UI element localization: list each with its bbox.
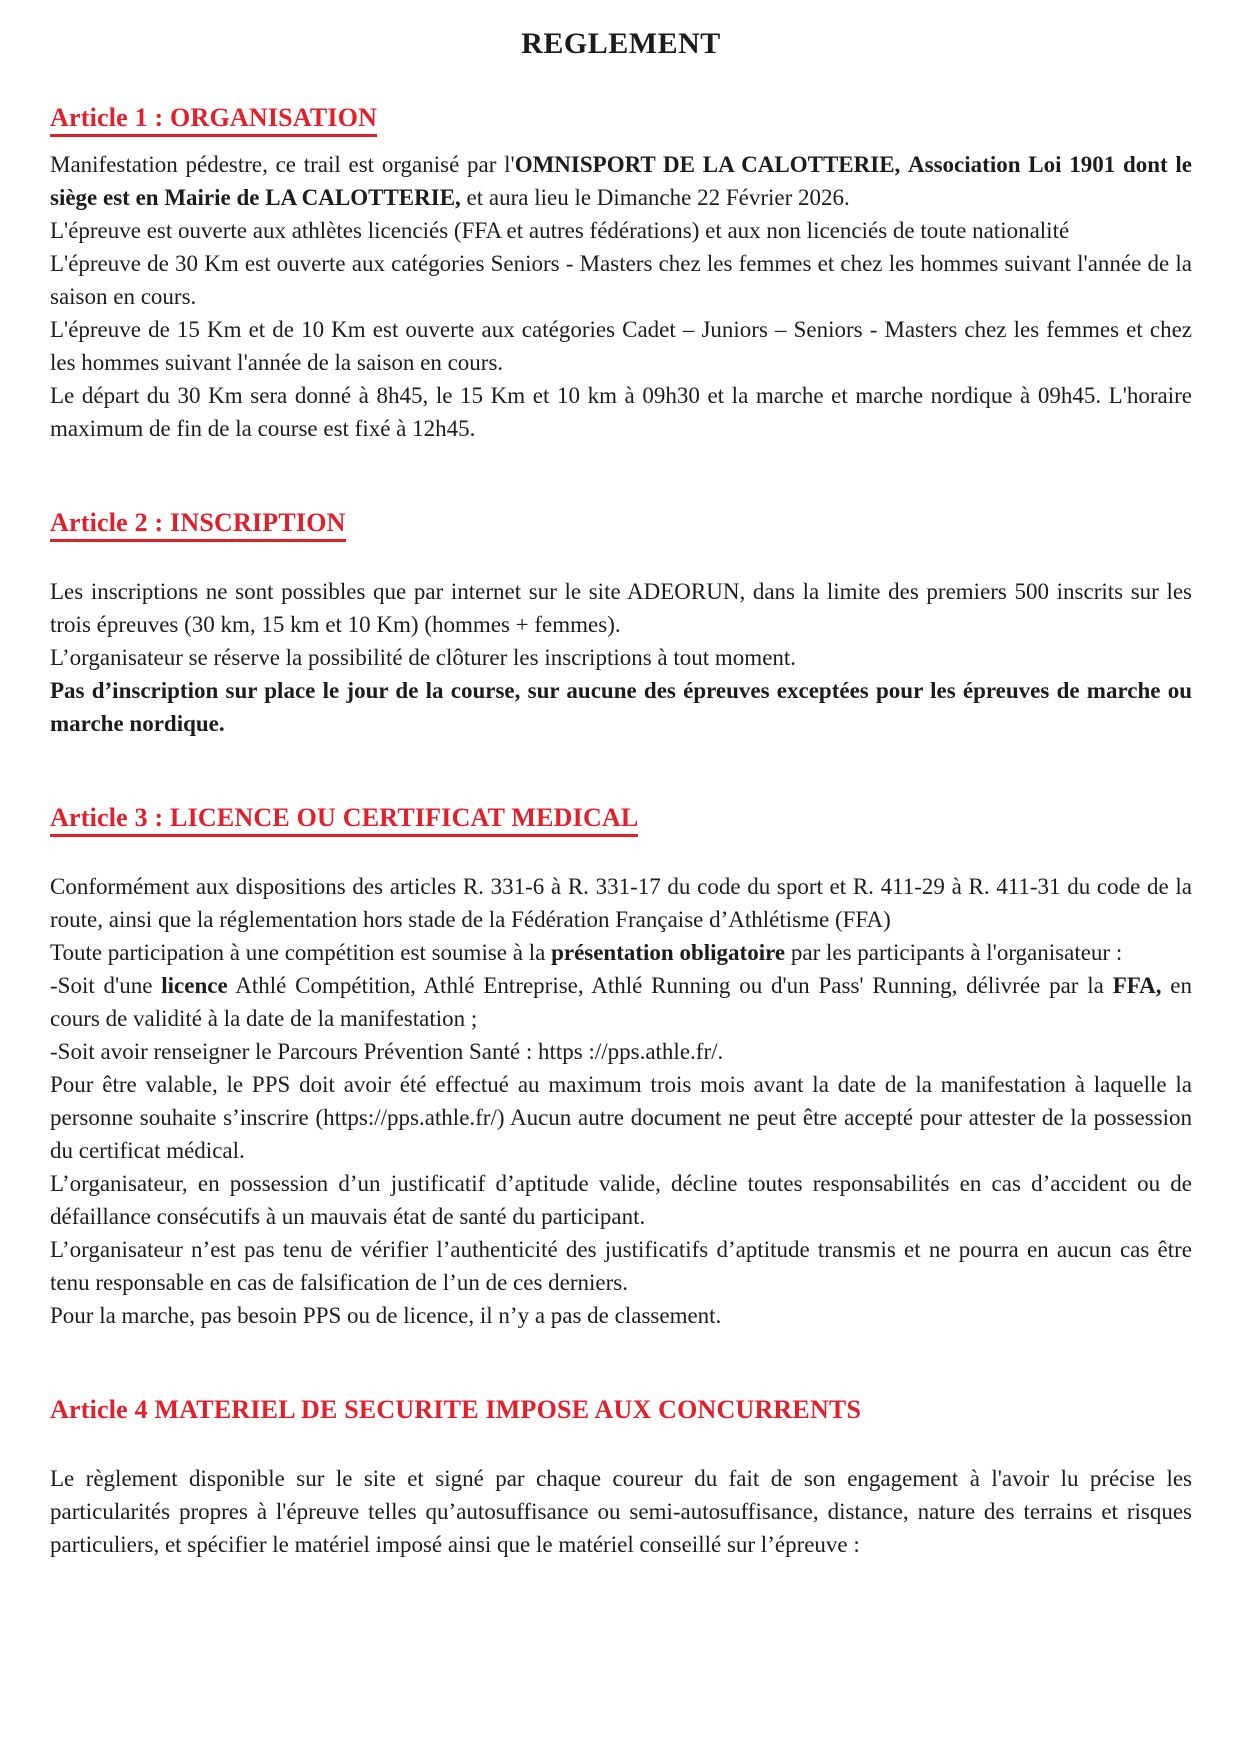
page-title: REGLEMENT xyxy=(521,27,721,60)
paragraph: Pour la marche, pas besoin PPS ou de licence, il n’y a pas de classement. xyxy=(50,1303,722,1328)
paragraph: L'épreuve de 30 Km est ouverte aux catégories Seniors - Masters chez les femmes et chez les hommes suivant l'année de la saison en cours. xyxy=(50,251,1192,309)
paragraph: L’organisateur n’est pas tenu de vérifier l’authenticité des justificatifs d’aptitude transmis et ne pourra en aucun cas être tenu responsable en cas de falsification de l’un de ces derniers. xyxy=(50,1237,1192,1295)
paragraph: Le règlement disponible sur le site et signé par chaque coureur du fait de son engagement à l'avoir lu précise les particularités propres à l'épreuve telles qu’autosuffisance ou semi-autosuffisance, distance, nature des terrains et risques particuliers, et spécifier le matériel imposé ainsi que le matériel conseillé sur l’épreuve : xyxy=(50,1466,1192,1557)
article-heading-article-1: Article 1 : ORGANISATION xyxy=(50,102,1192,134)
paragraph: Conformément aux dispositions des articles R. 331-6 à R. 331-17 du code du sport et R. 411-29 à R. 411-31 du code de la route, ainsi que la réglementation hors stade de la Fédération Française d’Athlétisme (FFA) xyxy=(50,874,1192,932)
paragraph: Pour être valable, le PPS doit avoir été effectué au maximum trois mois avant la date de la manifestation à laquelle la personne souhaite s’inscrire (https://pps.athle.fr/) Aucun autre document ne peut être accepté pour attester de la possession du certificat médical. xyxy=(50,1072,1192,1163)
paragraph: Les inscriptions ne sont possibles que par internet sur le site ADEORUN, dans la limite des premiers 500 inscrits sur les trois épreuves (30 km, 15 km et 10 Km) (hommes + femmes). xyxy=(50,579,1192,637)
paragraph: L'épreuve est ouverte aux athlètes licenciés (FFA et autres fédérations) et aux non licenciés de toute nationalité xyxy=(50,218,1070,243)
section-article-2 xyxy=(50,507,1192,740)
article-heading-article-3: Article 3 : LICENCE OU CERTIFICAT MEDICAL xyxy=(50,802,1192,834)
document-body xyxy=(50,102,1192,1561)
paragraph: Pas d’inscription sur place le jour de la course, sur aucune des épreuves exceptées pour les épreuves de marche ou marche nordique. xyxy=(50,678,1192,736)
paragraph: Manifestation pédestre, ce trail est organisé par l'OMNISPORT DE LA CALOTTERIE, Association Loi 1901 dont le siège est en Mairie de LA CALOTTERIE, et aura lieu le Dimanche 22 Février 2026. xyxy=(50,152,1193,210)
section-article-4 xyxy=(50,1394,1192,1561)
article-heading-article-2: Article 2 : INSCRIPTION xyxy=(50,507,1192,539)
paragraph: L’organisateur se réserve la possibilité de clôturer les inscriptions à tout moment. xyxy=(50,645,797,670)
paragraph: Le départ du 30 Km sera donné à 8h45, le 15 Km et 10 km à 09h30 et la marche et marche nordique à 09h45. L'horaire maximum de fin de la course est fixé à 12h45. xyxy=(50,383,1192,441)
paragraph: -Soit avoir renseigner le Parcours Prévention Santé : https ://pps.athle.fr/. xyxy=(50,1039,724,1064)
paragraph: Toute participation à une compétition est soumise à la présentation obligatoire par les participants à l'organisateur : xyxy=(50,940,1123,965)
section-article-3 xyxy=(50,802,1192,1332)
paragraph: L’organisateur, en possession d’un justificatif d’aptitude valide, décline toutes responsabilités en cas d’accident ou de défaillance consécutifs à un mauvais état de santé du participant. xyxy=(50,1171,1192,1229)
section-article-1 xyxy=(50,102,1192,445)
article-heading-article-4: Article 4 MATERIEL DE SECURITE IMPOSE AUX CONCURRENTS xyxy=(50,1395,862,1424)
paragraph: L'épreuve de 15 Km et de 10 Km est ouverte aux catégories Cadet – Juniors – Seniors - Masters chez les femmes et chez les hommes suivant l'année de la saison en cours. xyxy=(50,317,1192,375)
paragraph: -Soit d'une licence Athlé Compétition, Athlé Entreprise, Athlé Running ou d'un Pass' Running, délivrée par la FFA, en cours de validité à la date de la manifestation ; xyxy=(50,973,1192,1031)
